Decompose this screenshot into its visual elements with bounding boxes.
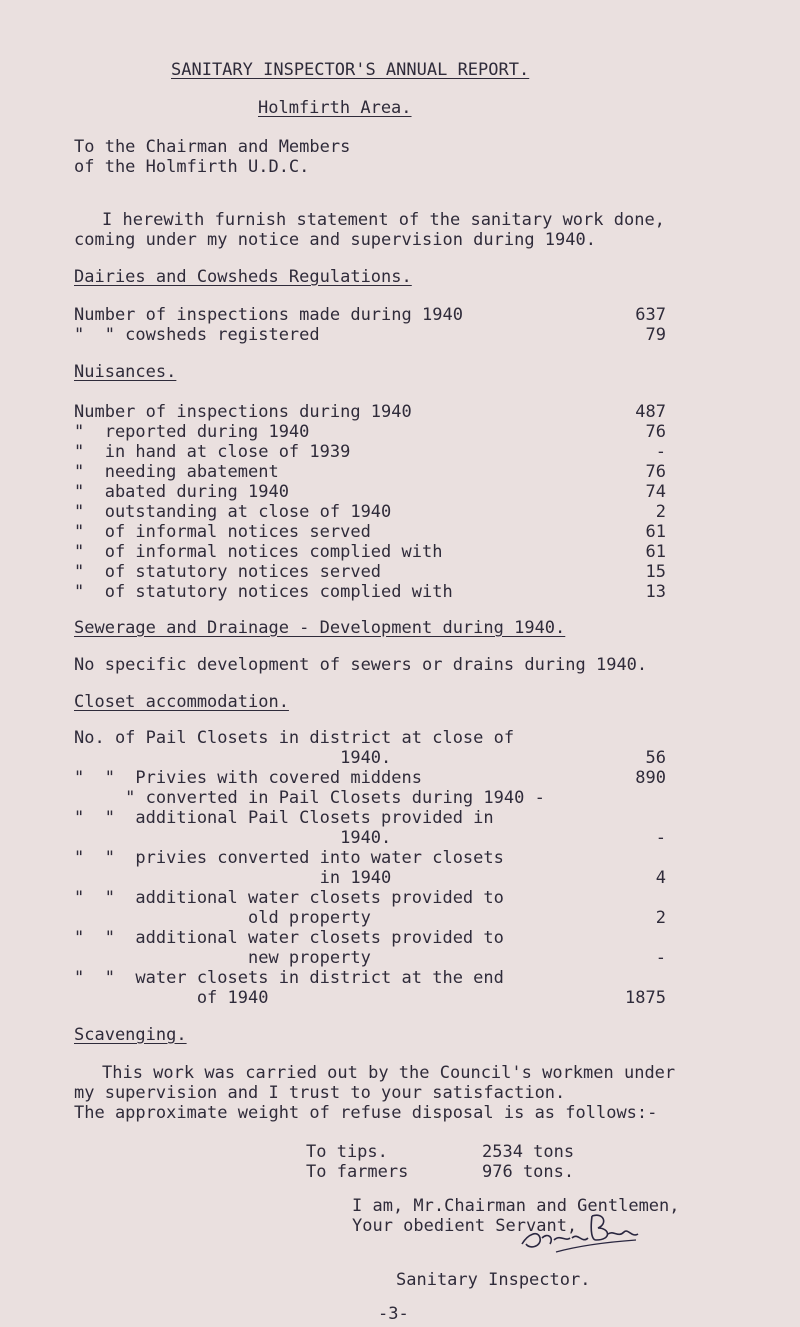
refuse-label: To farmers xyxy=(306,1162,409,1182)
closet-line: in 1940 xyxy=(74,868,392,888)
nuisance-row-label: Number of inspections during 1940 xyxy=(74,402,412,422)
refuse-label: To tips. xyxy=(306,1142,388,1162)
closet-value: 2 xyxy=(655,908,666,928)
scavenging-heading: Scavenging. xyxy=(74,1025,187,1045)
nuisance-row-value: 13 xyxy=(645,582,666,602)
closet-value: 4 xyxy=(655,868,666,888)
nuisance-row-label: " outstanding at close of 1940 xyxy=(74,502,392,522)
nuisance-row-value: 61 xyxy=(645,542,666,562)
scavenging-line-1: This work was carried out by the Council's workmen under xyxy=(102,1063,676,1083)
closing-line-2: Your obedient Servant, xyxy=(352,1216,578,1236)
nuisance-row-label: " of statutory notices complied with xyxy=(74,582,453,602)
nuisance-row-label: " needing abatement xyxy=(74,462,279,482)
nuisance-row-label: " of informal notices complied with xyxy=(74,542,443,562)
nuisance-row-label: " abated during 1940 xyxy=(74,482,289,502)
closet-line: " converted in Pail Closets during 1940 - xyxy=(74,788,545,808)
closet-line: old property xyxy=(74,908,371,928)
closet-line: " " additional water closets provided to xyxy=(74,928,504,948)
closet-line: 1940. xyxy=(74,748,392,768)
dairies-row-label: Number of inspections made during 1940 xyxy=(74,305,463,325)
nuisance-row-value: - xyxy=(655,442,666,462)
dairies-heading: Dairies and Cowsheds Regulations. xyxy=(74,267,412,287)
intro-line-1: I herewith furnish statement of the sanitary work done, xyxy=(102,210,665,230)
dairies-row-label: " " cowsheds registered xyxy=(74,325,320,345)
dairies-row-value: 637 xyxy=(635,305,666,325)
salutation-line-1: To the Chairman and Members xyxy=(74,137,351,157)
closet-value: 56 xyxy=(645,748,666,768)
closet-line: " " additional water closets provided to xyxy=(74,888,504,908)
nuisance-row-label: " reported during 1940 xyxy=(74,422,310,442)
sewerage-text: No specific development of sewers or drains during 1940. xyxy=(74,655,648,675)
closet-line: " " privies converted into water closets xyxy=(74,848,504,868)
closet-value: 890 xyxy=(635,768,666,788)
closets-heading: Closet accommodation. xyxy=(74,692,289,712)
signature-image xyxy=(508,1208,648,1258)
refuse-value: 976 tons. xyxy=(482,1162,575,1182)
refuse-value: 2534 tons xyxy=(482,1142,575,1162)
closet-line: " " Privies with covered middens xyxy=(74,768,422,788)
closet-line: new property xyxy=(74,948,371,968)
nuisance-row-value: 15 xyxy=(645,562,666,582)
nuisance-row-value: 76 xyxy=(645,462,666,482)
nuisances-heading: Nuisances. xyxy=(74,362,177,382)
intro-line-2: coming under my notice and supervision during 1940. xyxy=(74,230,596,250)
salutation-line-2: of the Holmfirth U.D.C. xyxy=(74,157,310,177)
closet-line: 1940. xyxy=(74,828,392,848)
closet-value: - xyxy=(655,828,666,848)
closing-line-1: I am, Mr.Chairman and Gentlemen, xyxy=(352,1196,680,1216)
nuisance-row-value: 76 xyxy=(645,422,666,442)
closet-line: " " additional Pail Closets provided in xyxy=(74,808,494,828)
closet-line: No. of Pail Closets in district at close of xyxy=(74,728,515,748)
sewerage-heading: Sewerage and Drainage - Development during 1940. xyxy=(74,618,566,638)
closet-value: - xyxy=(655,948,666,968)
scavenging-line-3: The approximate weight of refuse disposal is as follows:- xyxy=(74,1103,658,1123)
report-title: SANITARY INSPECTOR'S ANNUAL REPORT. xyxy=(171,60,530,80)
nuisance-row-label: " in hand at close of 1939 xyxy=(74,442,351,462)
scavenging-line-2: my supervision and I trust to your satisfaction. xyxy=(74,1083,566,1103)
closet-value: 1875 xyxy=(625,988,666,1008)
nuisance-row-label: " of statutory notices served xyxy=(74,562,382,582)
page-number: -3- xyxy=(378,1304,409,1324)
nuisance-row-value: 487 xyxy=(635,402,666,422)
nuisance-row-value: 61 xyxy=(645,522,666,542)
nuisance-row-value: 2 xyxy=(655,502,666,522)
dairies-row-value: 79 xyxy=(645,325,666,345)
signature-role: Sanitary Inspector. xyxy=(396,1270,591,1290)
nuisance-row-label: " of informal notices served xyxy=(74,522,371,542)
nuisance-row-value: 74 xyxy=(645,482,666,502)
closet-line: " " water closets in district at the end xyxy=(74,968,504,988)
report-subtitle: Holmfirth Area. xyxy=(258,98,412,118)
closet-line: of 1940 xyxy=(74,988,269,1008)
